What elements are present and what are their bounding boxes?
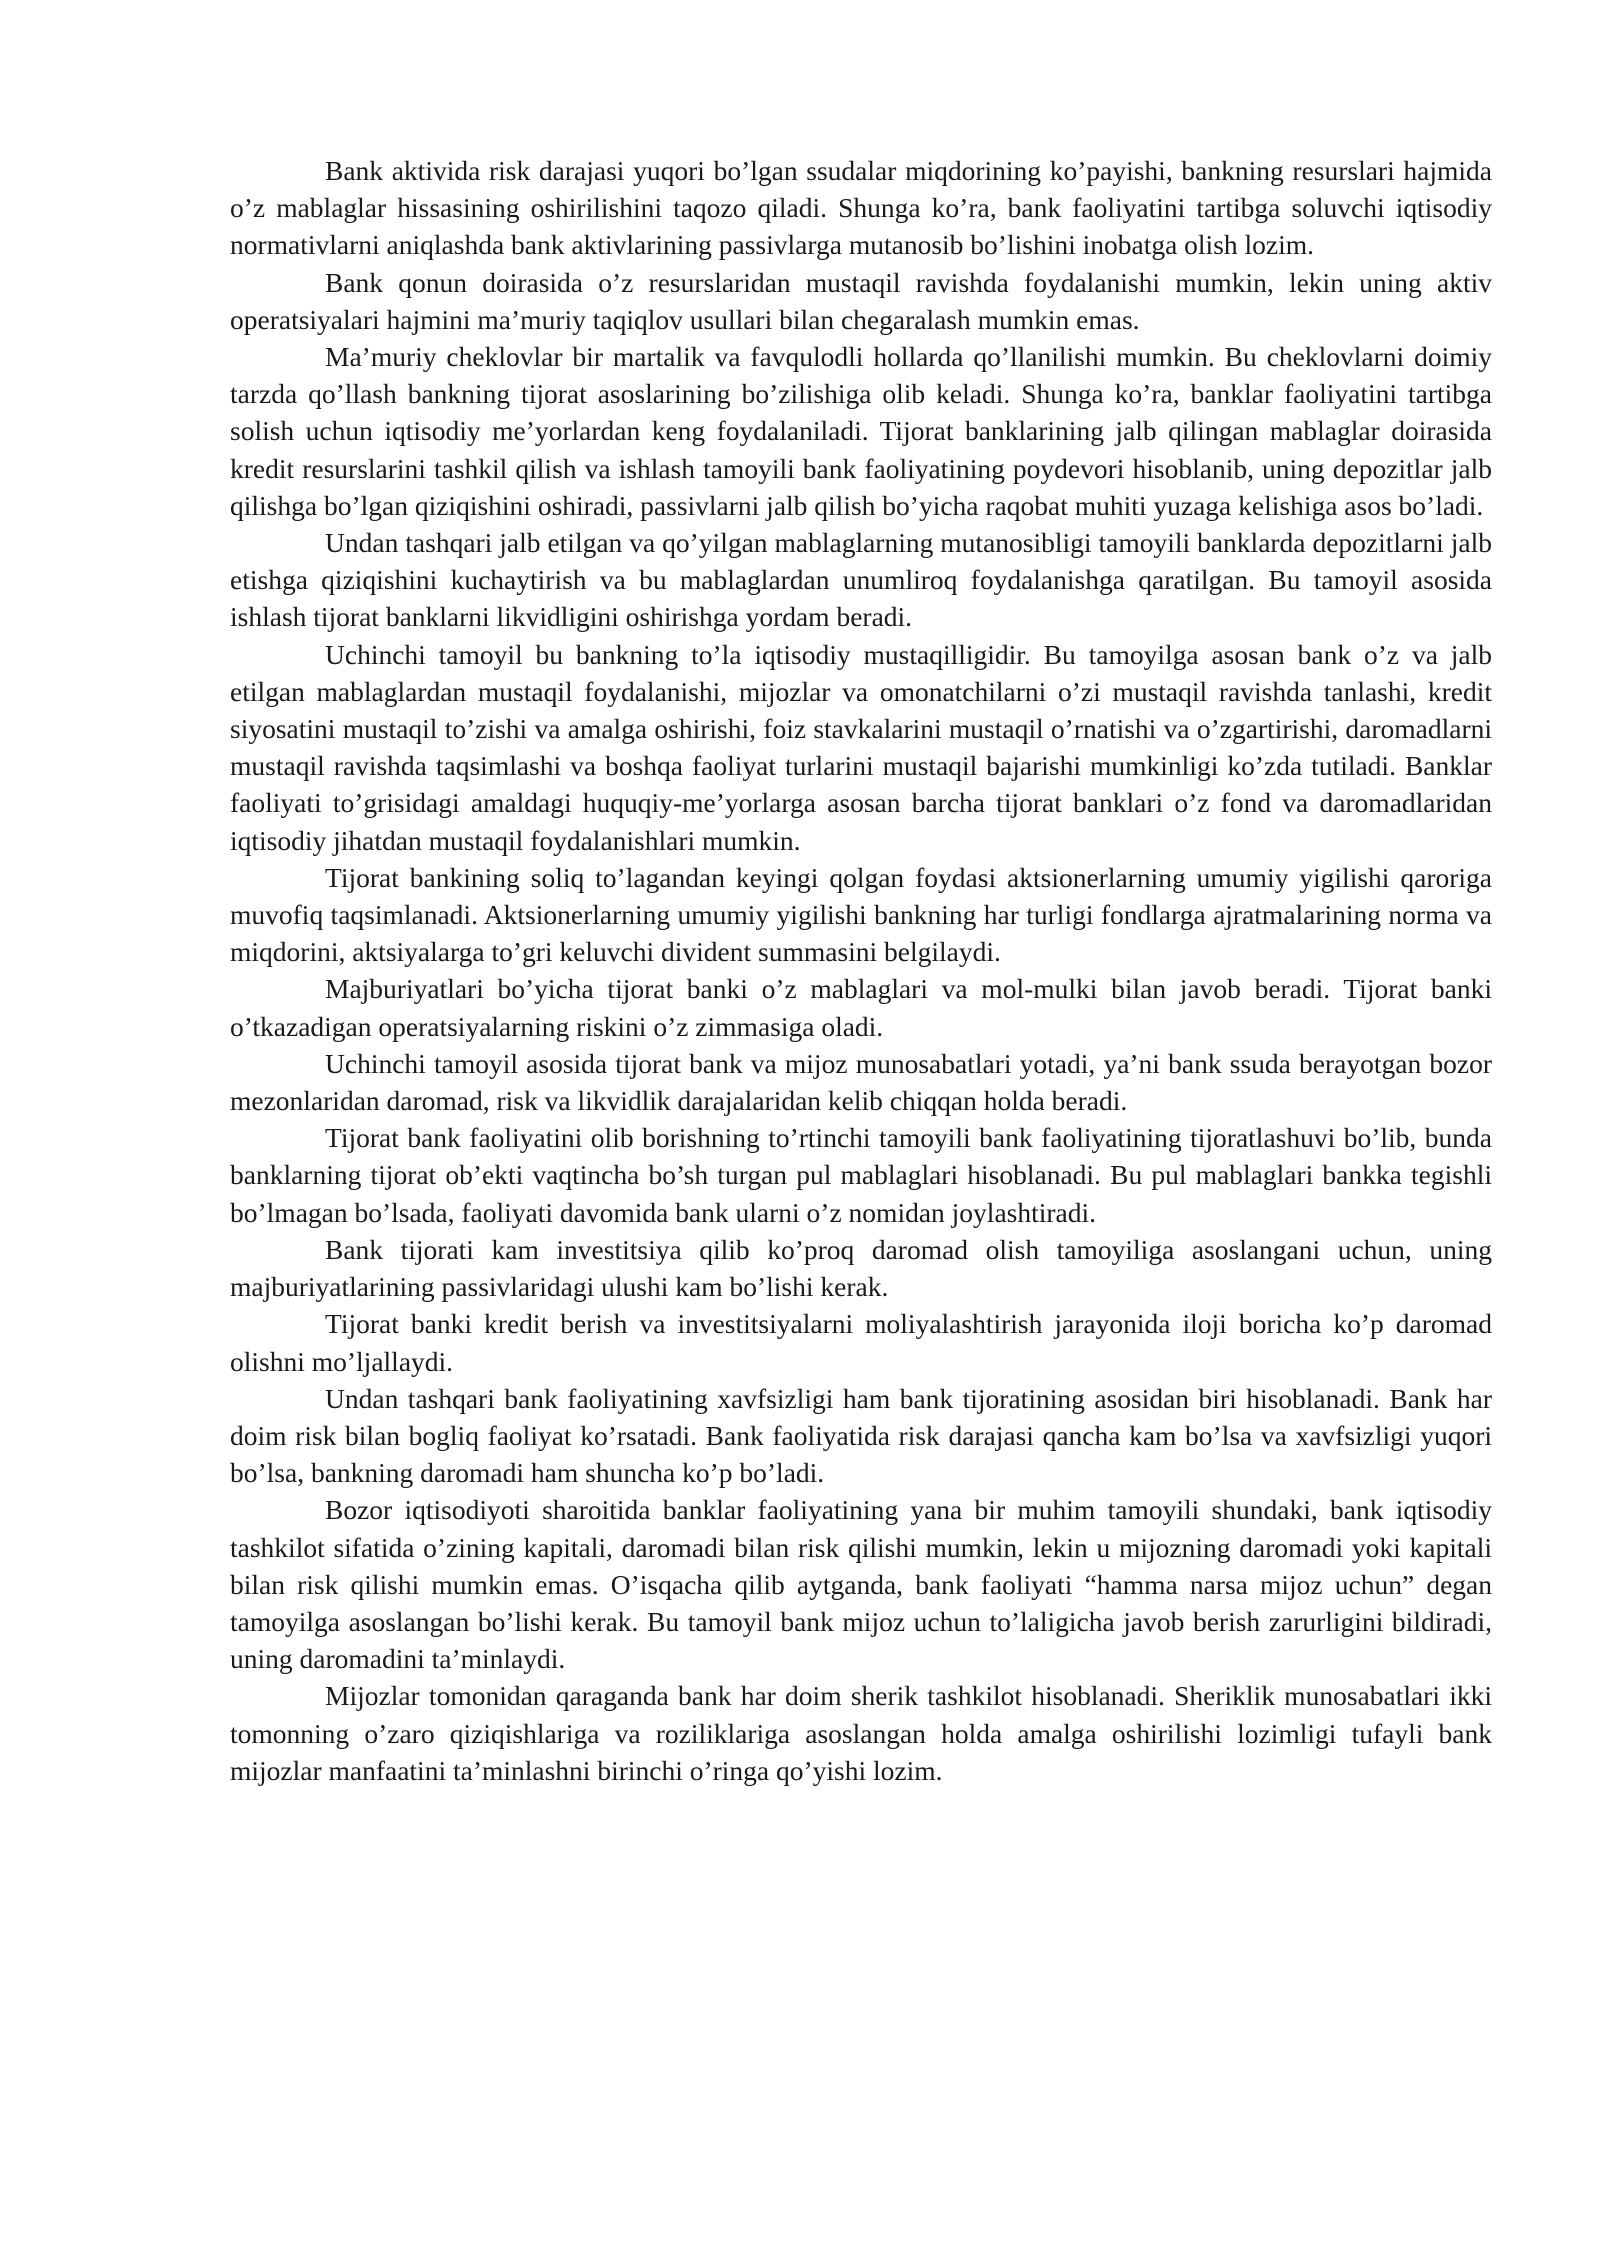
- paragraph-14: Mijozlar tomonidan qaraganda bank har doim sherik tashkilot hisoblanadi. Sheriklik munosabatlari ikki tomonning o’zaro qiziqishlariga va roziliklariga asoslangan holda amalga oshirilishi lozimligi tufayli bank mijozlar manfaatini ta’minlashni birinchi o’ringa qo’yishi lozim.: [230, 1680, 1492, 1786]
- paragraph-9: Tijorat bank faoliyatini olib borishning to’rtinchi tamoyili bank faoliyatining tijoratlashuvi bo’lib, bunda banklarning tijorat ob’ekti vaqtincha bo’sh turgan pul mablaglari hisoblanadi. Bu pul mablaglari bankka tegishli bo’lmagan bo’lsada, faoliyati davomida bank ularni o’z nomidan joylashtiradi.: [230, 1122, 1492, 1228]
- paragraph-12: Undan tashqari bank faoliyatining xavfsizligi ham bank tijoratining asosidan biri hisoblanadi. Bank har doim risk bilan bogliq faoliyat ko’rsatadi. Bank faoliyatida risk darajasi qancha kam bo’lsa va xavfsizligi yuqori bo’lsa, bankning daromadi ham shuncha ko’p bo’ladi.: [230, 1382, 1492, 1489]
- paragraph-1: Bank aktivida risk darajasi yuqori bo’lgan ssudalar miqdorining ko’payishi, bankning resurslari hajmida o’z mablaglar hissasining oshirilishini taqozo qiladi. Shunga ko’ra, bank faoliyatini tartibga soluvchi iqtisodiy normativlarni aniqlashda bank aktivlarining passivlarga mutanosib bo’lishini inobatga olish lozim.: [230, 155, 1492, 261]
- paragraph-6: Tijorat bankining soliq to’lagandan keyingi qolgan foydasi aktsionerlarning umumiy yigilishi qaroriga muvofiq taqsimlanadi. Aktsionerlarning umumiy yigilishi bankning har turligi fondlarga ajratmalarining norma va miqdorini, aktsiyalarga to’gri keluvchi divident summasini belgilaydi.: [230, 861, 1492, 968]
- paragraph-2: Bank qonun doirasida o’z resurslaridan mustaqil ravishda foydalanishi mumkin, lekin uning aktiv operatsiyalari hajmini ma’muriy taqiqlov usullari bilan chegaralash mumkin emas.: [230, 266, 1492, 335]
- paragraph-5: Uchinchi tamoyil bu bankning to’la iqtisodiy mustaqilligidir. Bu tamoyilga asosan bank o’z va jalb etilgan mablaglardan mustaqil foydalanishi, mijozlar va omonatchilarni o’zi mustaqil ravishda tanlashi, kredit siyosatini mustaqil to’zishi va amalga oshirishi, foiz stavkalarini mustaqil o’rnatishi va o’zgartirishi, daromadlarni mustaqil ravishda taqsimlashi va boshqa faoliyat turlarini mustaqil bajarishi mumkinligi ko’zda tutiladi. Banklar faoliyati to’grisidagi amaldagi huquqiy-me’yorlarga asosan barcha tijorat banklari o’z fond va daromadlaridan iqtisodiy jihatdan mustaqil foydalanishlari mumkin.: [230, 638, 1492, 856]
- paragraph-4: Undan tashqari jalb etilgan va qo’yilgan mablaglarning mutanosibligi tamoyili banklarda depozitlarni jalb etishga qiziqishini kuchaytirish va bu mablaglardan unumliroq foydalanishga qaratilgan. Bu tamoyil asosida ishlash tijorat banklarni likvidligini oshirishga yordam beradi.: [230, 527, 1492, 633]
- paragraph-11: Tijorat banki kredit berish va investitsiyalarni moliyalashtirish jarayonida iloji boricha ko’p daromad olishni mo’ljallaydi.: [230, 1308, 1492, 1377]
- paragraph-3: Ma’muriy cheklovlar bir martalik va favqulodli hollarda qo’llanilishi mumkin. Bu cheklovlarni doimiy tarzda qo’llash bankning tijorat asoslarining bo’zilishiga olib keladi. Shunga ko’ra, banklar faoliyatini tartibga solish uchun iqtisodiy me’yorlardan keng foydalaniladi. Tijorat banklarining jalb qilingan mablaglar doirasida kredit resurslarini tashkil qilish va ishlash tamoyili bank faoliyatining poydevori hisoblanib, uning depozitlar jalb qilishga bo’lgan qiziqishini oshiradi, passivlarni jalb qilish bo’yicha raqobat muhiti yuzaga kelishiga asos bo’ladi.: [230, 341, 1492, 521]
- paragraph-13: Bozor iqtisodiyoti sharoitida banklar faoliyatining yana bir muhim tamoyili shundaki, bank iqtisodiy tashkilot sifatida o’zining kapitali, daromadi bilan risk qilishi mumkin, lekin u mijozning daromadi yoki kapitali bilan risk qilishi mumkin emas. O’isqacha qilib aytganda, bank faoliyati “hamma narsa mijoz uchun” degan tamoyilga asoslangan bo’lishi kerak. Bu tamoyil bank mijoz uchun to’laligicha javob berish zarurligini bildiradi, uning daromadini ta’minlaydi.: [230, 1494, 1492, 1675]
- document-page: [230, 152, 1492, 1789]
- paragraph-10: Bank tijorati kam investitsiya qilib ko’proq daromad olish tamoyiliga asoslangani uchun, uning majburiyatlarining passivlaridagi ulushi kam bo’lishi kerak.: [230, 1233, 1492, 1303]
- paragraph-7: Majburiyatlari bo’yicha tijorat banki o’z mablaglari va mol-mulki bilan javob beradi. Tijorat banki o’tkazadigan operatsiyalarning riskini o’z zimmasiga oladi.: [230, 973, 1492, 1042]
- paragraph-8: Uchinchi tamoyil asosida tijorat bank va mijoz munosabatlari yotadi, ya’ni bank ssuda berayotgan bozor mezonlaridan daromad, risk va likvidlik darajalaridan kelib chiqqan holda beradi.: [230, 1047, 1492, 1117]
